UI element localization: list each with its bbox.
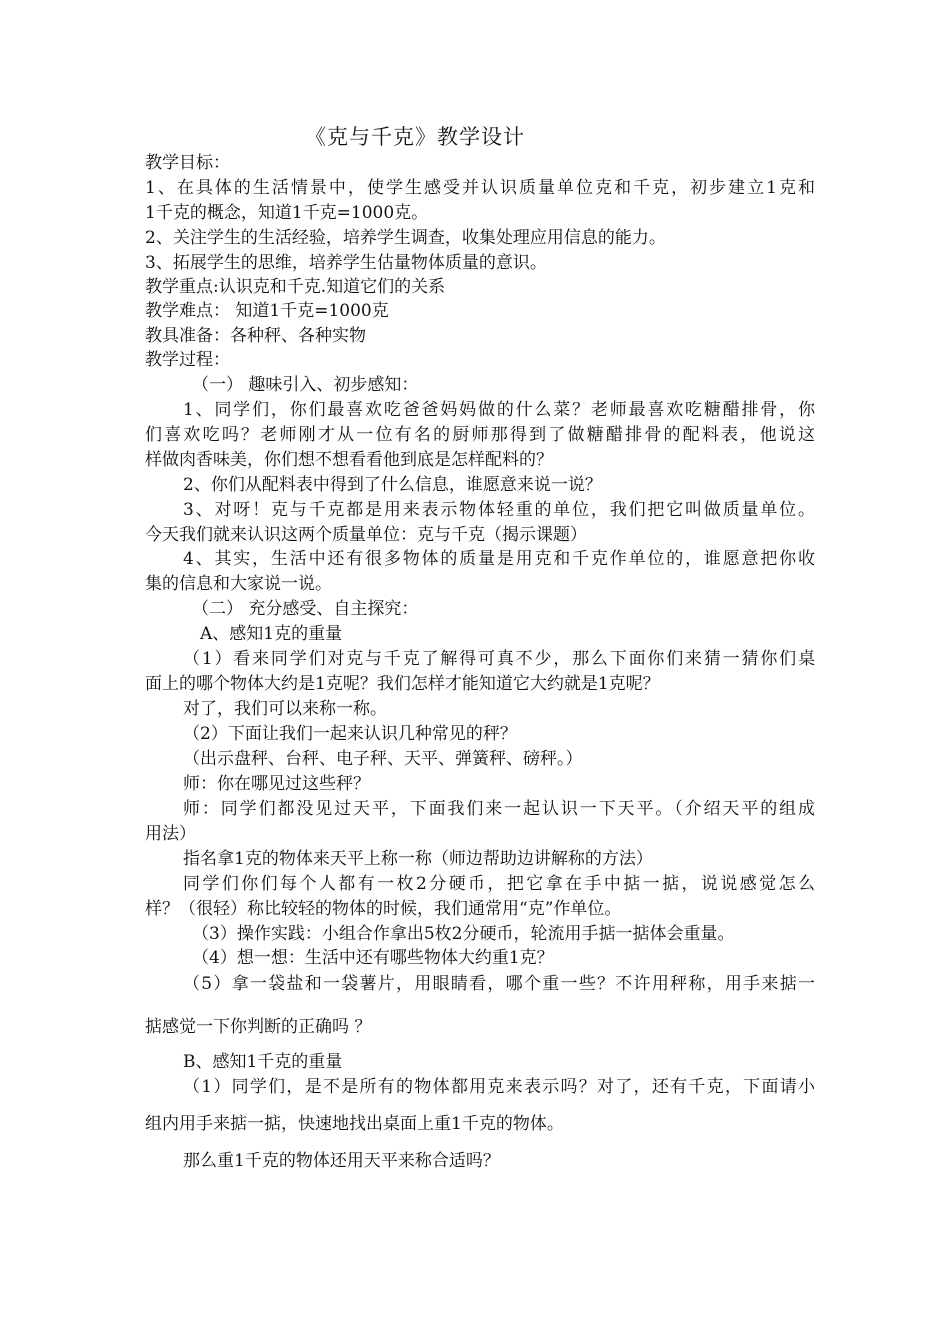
paragraph-line: 组内用手来掂一掂，快速地找出桌面上重1千克的物体。 [145,1114,564,1134]
subsection-heading: B、感知1千克的重量 [183,1052,343,1072]
paragraph-line: 样做肉香味美，你们想不想看看他到底是怎样配料的？ [145,450,553,470]
paragraph-line: 3、拓展学生的思维，培养学生估量物体质量的意识。 [145,253,547,273]
paragraph-line: 1、在具体的生活情景中，使学生感受并认识质量单位克和千克，初步建立1克和 [145,178,815,198]
paragraph-line: 3、对呀！克与千克都是用来表示物体轻重的单位，我们把它叫做质量单位。 [183,500,815,520]
paragraph-line: 师：同学们都没见过天平，下面我们来一起认识一下天平。（介绍天平的组成 [183,799,815,819]
paragraph-line: （2）下面让我们一起来认识几种常见的秤？ [183,724,517,744]
paragraph-line: 指名拿1克的物体来天平上称一称（师边帮助边讲解称的方法） [183,849,653,869]
paragraph-line: 1、同学们，你们最喜欢吃爸爸妈妈做的什么菜？老师最喜欢吃糖醋排骨，你 [183,400,815,420]
paragraph-line: 同学们你们每个人都有一枚2分硬币，把它拿在手中掂一掂，说说感觉怎么 [183,874,815,894]
section-heading: 教学过程： [145,350,230,370]
paragraph-line: 们喜欢吃吗？老师刚才从一位有名的厨师那得到了做糖醋排骨的配料表，他说这 [145,425,815,445]
paragraph-line: 那么重1千克的物体还用天平来称合适吗？ [183,1151,500,1171]
subsection-heading: A、感知1克的重量 [200,624,343,644]
paragraph-line: 教具准备：各种秤、各种实物 [145,326,366,346]
paragraph-line: 对了，我们可以来称一称。 [183,699,387,719]
paragraph-line: 师：你在哪见过这些秤？ [183,774,370,794]
paragraph-line: 样？（很轻）称比较轻的物体的时候，我们通常用“克”作单位。 [145,899,622,919]
paragraph-line: （5）拿一袋盐和一袋薯片，用眼睛看，哪个重一些？不许用秤称，用手来掂一 [183,974,815,994]
paragraph-line: 教学难点： 知道1千克=1000克 [145,301,389,321]
paragraph-line: 用法） [145,824,196,844]
paragraph-line: （4）想一想：生活中还有哪些物体大约重1克？ [192,948,554,968]
paragraph-line: 今天我们就来认识这两个质量单位：克与千克（揭示课题） [145,525,587,545]
paragraph-line: 2、关注学生的生活经验，培养学生调查，收集处理应用信息的能力。 [145,228,666,248]
paragraph-line: 4、其实，生活中还有很多物体的质量是用克和千克作单位的，谁愿意把你收 [183,549,815,569]
paragraph-line: 集的信息和大家说一说。 [145,574,332,594]
document-title: 《克与千克》教学设计 [305,125,525,149]
paragraph-line: 1千克的概念，知道1千克=1000克。 [145,203,429,223]
paragraph-line: （出示盘秤、台秤、电子秤、天平、弹簧秤、磅秤。） [183,749,583,769]
paragraph-line: （3）操作实践：小组合作拿出5枚2分硬币，轮流用手掂一掂体会重量。 [192,924,735,944]
paragraph-line: （1）看来同学们对克与千克了解得可真不少，那么下面你们来猜一猜你们桌 [183,649,815,669]
section-heading: 教学目标： [145,153,230,173]
paragraph-line: 面上的哪个物体大约是1克呢？我们怎样才能知道它大约就是1克呢？ [145,674,660,694]
paragraph-line: 掂感觉一下你判断的正确吗 ？ [145,1017,372,1037]
paragraph-line: 2、你们从配料表中得到了什么信息，谁愿意来说一说？ [183,475,602,495]
paragraph-line: 教学重点:认识克和千克.知道它们的关系 [145,277,446,297]
subsection-heading: （一） 趣味引入、初步感知： [192,375,419,395]
subsection-heading: （二） 充分感受、自主探究： [192,599,419,619]
paragraph-line: （1）同学们，是不是所有的物体都用克来表示吗？对了，还有千克，下面请小 [183,1077,815,1097]
